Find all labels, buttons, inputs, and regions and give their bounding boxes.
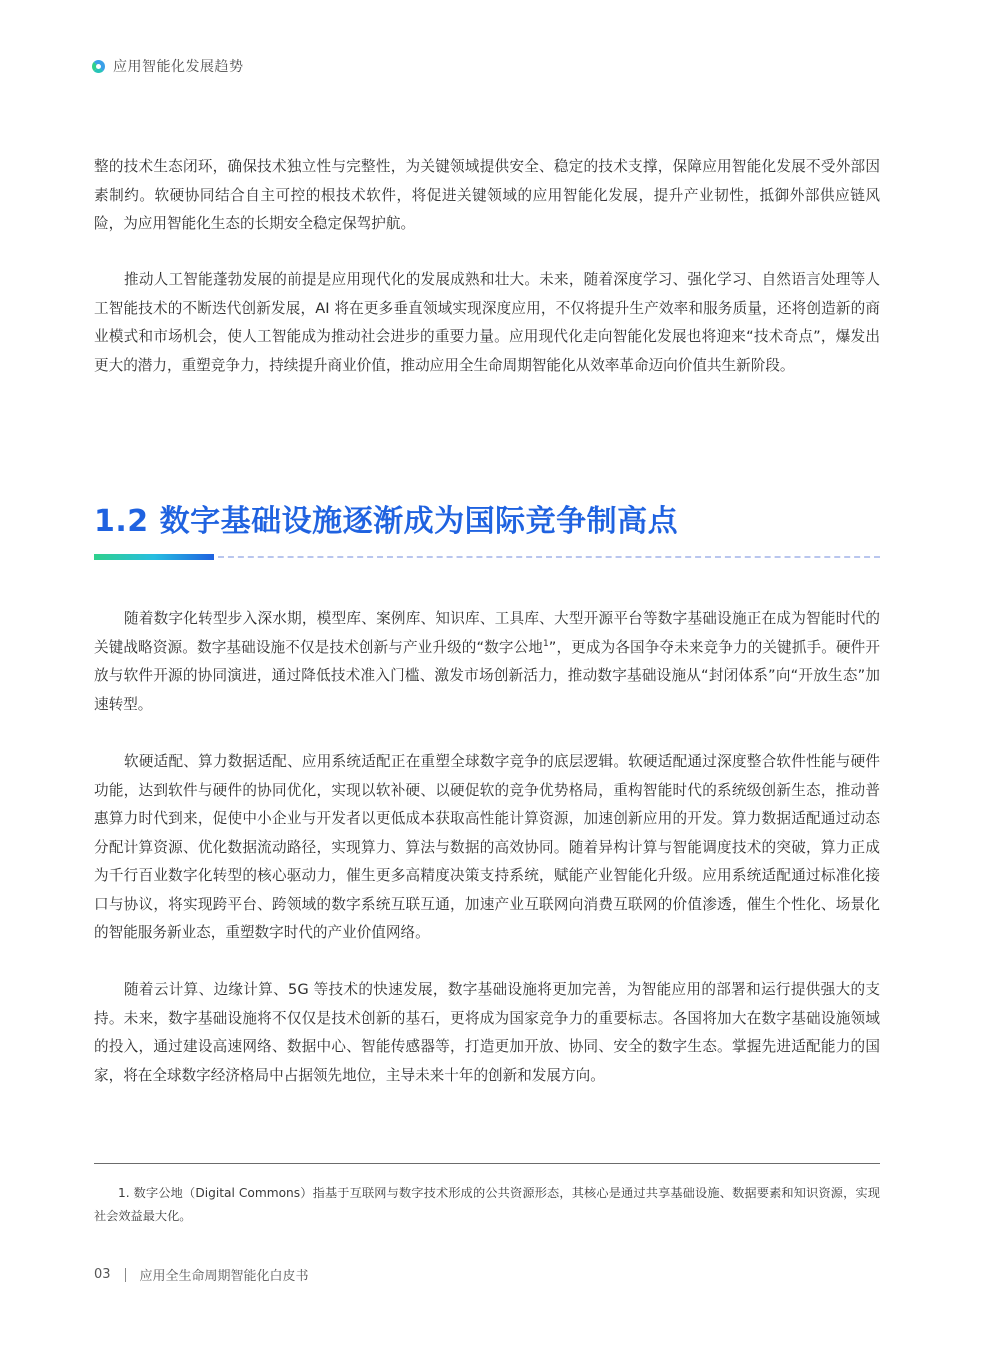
- page-header: [92, 56, 244, 76]
- paragraph-text: ”，更成为各国争夺未来竞争力的关键抓手。硬件开放与软件开源的协同演进，通过降低技术准入门槛、激发市场创新活力，推动数字基础设施从“封闭体系”向“开放生态”加速转型。: [94, 638, 880, 713]
- paragraph-text: 随着数字化转型步入深水期，模型库、案例库、知识库、工具库、大型开源平台等数字基础设施正在成为智能时代的关键战略资源。数字基础设施不仅是技术创新与产业升级的“数字公地: [94, 610, 880, 656]
- document-title: 应用全生命周期智能化白皮书: [139, 1269, 309, 1284]
- footnote-ref[interactable]: 1: [543, 638, 549, 649]
- paragraph-future: 随着云计算、边缘计算、5G 等技术的快速发展，数字基础设施将更加完善，为智能应用的部署和运行提供强大的支持。未来，数字基础设施将不仅仅是技术创新的基石，更将成为国家竞争力的重要标志。各国将加大在数字基础设施领域的投入，通过建设高速网络、数据中心、智能传感器等，打造更加开放、协同、安全的数字生态。掌握先进适配能力的国家，将在全球数字经济格局中占据领先地位，主导未来十年的创新和发展方向。: [94, 981, 880, 1084]
- header-title: 应用智能化发展趋势: [113, 59, 244, 75]
- paragraph-ai-development: 推动人工智能蓬勃发展的前提是应用现代化的发展成熟和壮大。未来，随着深度学习、强化学习、自然语言处理等人工智能技术的不断迭代创新发展，AI 将在更多垂直领域实现深度应用，不仅将提升生产效率和服务质量，还将创造新的商业模式和市场机会，使人工智能成为推动社会进步的重要力量。应用现代化走向智能化发展也将迎来“技术奇点”，爆发出更大的潜力，重塑竞争力，持续提升商业价值，推动应用全生命周期智能化从效率革命迈向价值共生新阶段。: [94, 271, 880, 374]
- paragraph-continued: 整的技术生态闭环，确保技术独立性与完整性，为关键领域提供安全、稳定的技术支撑，保障应用智能化发展不受外部因素制约。软硬协同结合自主可控的根技术软件，将促进关键领域的应用智能化发展，提升产业韧性，抵御外部供应链风险，为应用智能化生态的长期安全稳定保驾护航。: [94, 158, 880, 232]
- title-accent-bar: [94, 554, 214, 560]
- page-number: 03: [94, 1267, 111, 1282]
- paragraph-adaptation: 软硬适配、算力数据适配、应用系统适配正在重塑全球数字竞争的底层逻辑。软硬适配通过深度整合软件性能与硬件功能，达到软件与硬件的协同优化，实现以软补硬、以硬促软的竞争优势格局，重构智能时代的系统级创新生态，推动普惠算力时代到来，促使中小企业与开发者以更低成本获取高性能计算资源，加速创新应用的开发。算力数据适配通过动态分配计算资源、优化数据流动路径，实现算力、算法与数据的高效协同。随着异构计算与智能调度技术的突破，算力正成为千行百业数字化转型的核心驱动力，催生更多高精度决策支持系统，赋能产业智能化升级。应用系统适配通过标准化接口与协议，将实现跨平台、跨领域的数字系统互联互通，加速产业互联网向消费互联网的价值渗透，催生个性化、场景化的智能服务新业态，重塑数字时代的产业价值网络。: [94, 753, 880, 941]
- paragraph-digital-infrastructure: [94, 605, 880, 719]
- ring-logo-icon: [92, 60, 105, 73]
- title-dashed-rule: [218, 556, 880, 558]
- section-title: 1.2 数字基础设施逐渐成为国际竞争制高点: [94, 504, 679, 539]
- page-footer: [94, 1265, 309, 1284]
- footer-separator: [125, 1268, 126, 1282]
- footnote: 1. 数字公地（Digital Commons）指基于互联网与数字技术形成的公共资源形态，其核心是通过共享基础设施、数据要素和知识资源，实现社会效益最大化。: [94, 1186, 880, 1223]
- footnote-divider: [94, 1163, 880, 1164]
